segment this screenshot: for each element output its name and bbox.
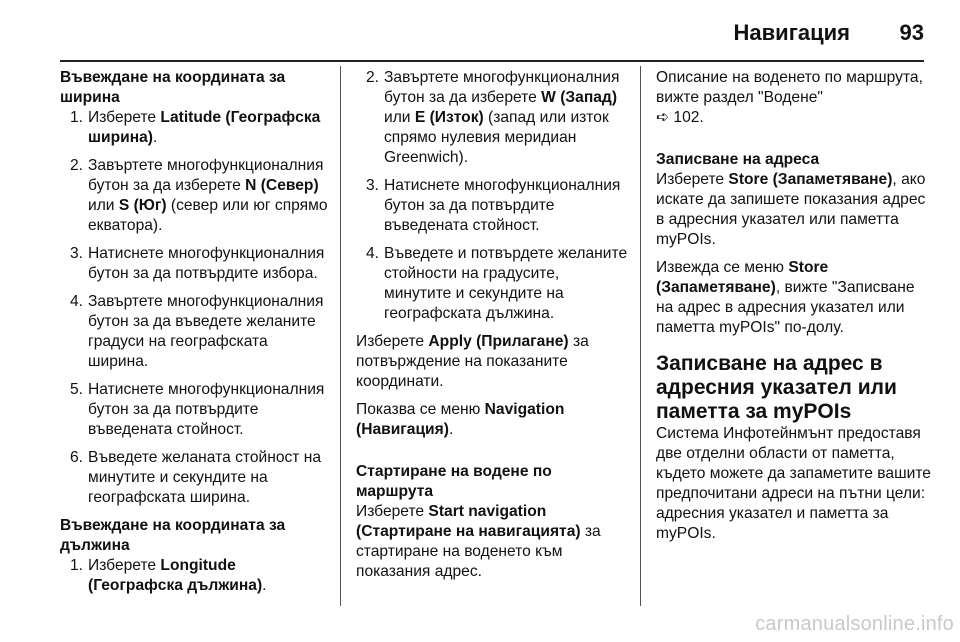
step-text: Завъртете многофункционалния бутон за да изберете xyxy=(88,157,324,194)
paragraph xyxy=(656,258,932,338)
list-item xyxy=(60,556,328,596)
menu-term: Longitude (Географска дължина) xyxy=(88,557,263,594)
column-1 xyxy=(60,68,328,604)
step-number: 2. xyxy=(366,69,380,86)
list-item xyxy=(60,156,328,236)
menu-term: Store (Запаметяване) xyxy=(656,259,829,296)
step-number: 3. xyxy=(366,177,380,194)
list-item xyxy=(60,292,328,372)
section-heading: Стартиране на водене по маршрута xyxy=(356,463,552,500)
body-text: за стартиране на воденето към показания адрес. xyxy=(356,523,601,580)
list-item xyxy=(356,68,628,168)
body-text: Изберете xyxy=(656,171,729,188)
menu-term: Store (Запаметяване) xyxy=(728,171,893,188)
body-text: , вижте "Записване на адрес в адресния указател или паметта myPOIs" по-долу. xyxy=(656,279,915,336)
step-text: или xyxy=(384,109,415,126)
body-text: за потвърждение на показаните координати. xyxy=(356,333,589,390)
body-text: Изберете xyxy=(356,333,429,350)
menu-term: N (Север) xyxy=(245,177,319,194)
menu-term: E (Изток) xyxy=(414,109,484,126)
body-text: . xyxy=(448,421,454,438)
paragraph xyxy=(656,68,932,128)
paragraph xyxy=(656,170,932,250)
section-heading: Въвеждане на координата за дължина xyxy=(60,517,286,554)
menu-term: S (Юг) xyxy=(118,197,167,214)
menu-term: Navigation (Навигация) xyxy=(356,401,565,438)
column-divider xyxy=(340,66,341,606)
body-text: Извежда се меню xyxy=(656,259,789,276)
header-rule xyxy=(60,60,924,62)
step-number: 4. xyxy=(70,293,84,310)
step-text: (запад или изток спрямо нулевия меридиан Greenwich). xyxy=(384,109,609,166)
step-text: Натиснете многофункционалния бутон за да потвърдите въведената стойност. xyxy=(384,177,621,234)
body-text: Показва се меню xyxy=(356,401,485,418)
paragraph xyxy=(356,502,628,582)
step-number: 6. xyxy=(70,449,84,466)
column-3 xyxy=(656,68,932,552)
paragraph: Система Инфотейнмънт предоставя две отделни области от паметта, където можете да запаметите вашите предпочитани адреси на пътни цели: адресния указател и паметта за myPOIs. xyxy=(656,425,931,542)
list-item xyxy=(60,448,328,508)
list-item xyxy=(60,108,328,148)
column-2 xyxy=(356,68,628,590)
step-text: Завъртете многофункционалния бутон за да изберете xyxy=(384,69,620,106)
body-text: Изберете xyxy=(356,503,429,520)
page-number: 93 xyxy=(899,20,924,45)
step-number: 5. xyxy=(70,381,84,398)
list-item xyxy=(60,380,328,440)
step-text: (север или юг спрямо екватора). xyxy=(88,197,328,234)
paragraph xyxy=(356,332,628,392)
spacer xyxy=(656,136,932,150)
step-number: 3. xyxy=(70,245,84,262)
step-text: Натиснете многофункционалния бутон за да потвърдите въведената стойност. xyxy=(88,381,325,438)
section-heading: Записване на адреса xyxy=(656,151,820,168)
step-text: . xyxy=(262,577,267,594)
watermark-logo: carmanualsonline.info xyxy=(755,613,954,635)
menu-term: Latitude (Географска ширина) xyxy=(88,109,321,146)
menu-term: W (Запад) xyxy=(541,89,618,106)
page-reference[interactable]: ➪ 102. xyxy=(656,109,704,126)
list-item xyxy=(356,244,628,324)
step-number: 4. xyxy=(366,245,380,262)
menu-term: Apply (Прилагане) xyxy=(428,333,569,350)
list-item xyxy=(356,176,628,236)
step-text: Натиснете многофункционалния бутон за да потвърдите избора. xyxy=(88,245,325,282)
menu-term: Start navigation (Стартиране на навигацията) xyxy=(356,503,581,540)
page-title: Навигация xyxy=(733,20,850,45)
step-text: Изберете xyxy=(88,109,161,126)
spacer xyxy=(356,448,628,462)
step-number: 1. xyxy=(70,557,84,574)
step-text: Въведете желаната стойност на минутите и секундите на географската ширина. xyxy=(88,449,322,506)
step-text: Изберете xyxy=(88,557,161,574)
body-text: , ако искате да запишете показания адрес в адресния указател или паметта myPOIs. xyxy=(656,171,926,248)
step-text: Въведете и потвърдете желаните стойности на градусите, минутите и секундите на географската дължина. xyxy=(384,245,628,322)
paragraph xyxy=(356,400,628,440)
step-text: Завъртете многофункционалния бутон за да въведете желаните градуси на географската ширина. xyxy=(88,293,324,370)
step-number: 2. xyxy=(70,157,84,174)
step-text: . xyxy=(152,129,158,146)
body-text: Описание на воденето по маршрута, вижте раздел "Водене" xyxy=(656,69,923,106)
step-text: или xyxy=(88,197,119,214)
step-number: 1. xyxy=(70,109,84,126)
column-divider xyxy=(640,66,641,606)
section-heading: Въвеждане на координата за ширина xyxy=(60,69,286,106)
list-item xyxy=(60,244,328,284)
section-title: Записване на адрес в адресния указател или паметта за myPOIs xyxy=(656,352,897,423)
